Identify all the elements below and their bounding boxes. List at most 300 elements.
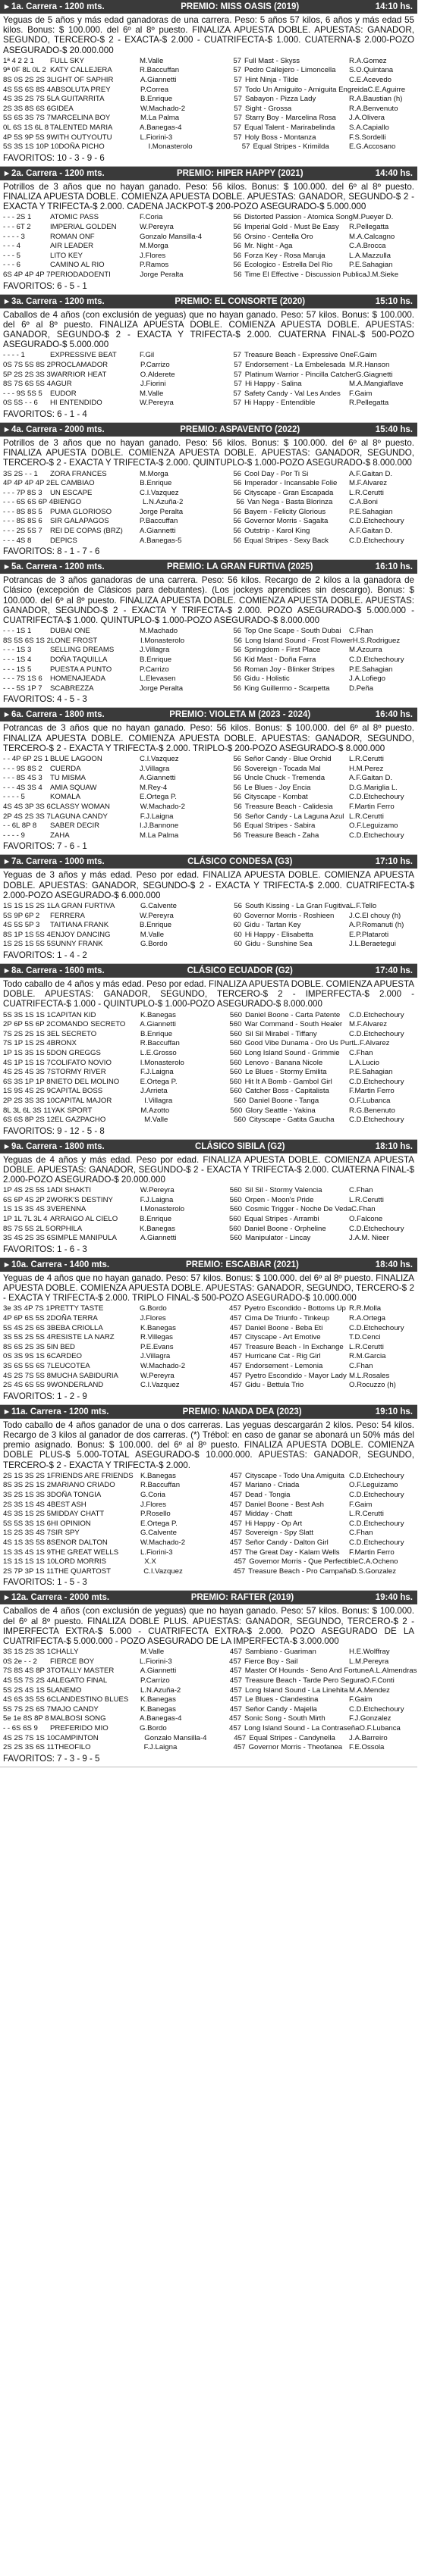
race-section (0, 855, 417, 964)
favorites: FAVORITOS: 10 - 3 - 9 - 6 (3, 153, 105, 163)
trainer: C.D.Etchechoury (349, 831, 404, 840)
trainer: L.A.Lucio (349, 1058, 380, 1067)
jockey: A.Giannetti (140, 1020, 176, 1029)
recent-form: - - - 5S 1P 7 (3, 684, 42, 693)
pedigree: Cityscape - Art Emotive (244, 1333, 321, 1342)
horse-name: ABSOLUTA PREY (50, 85, 111, 94)
race-time: 15:10 hs. (375, 296, 413, 306)
trainer: O.Falcone (349, 1215, 383, 1224)
jockey: M.Rey-4 (140, 783, 168, 792)
race-header (0, 855, 417, 869)
recent-form: - - - 2S 1 (3, 213, 32, 222)
entry-row (3, 1362, 414, 1372)
horse-name: BEST ASH (50, 1500, 86, 1509)
weight: 457 (229, 1510, 242, 1519)
race-conditions: Todo caballo de 4 años y más edad. Peso por edad. FINALIZA APUESTA DOBLE. COMIENZA APUESTA DOBLE. APUESTAS: GANADOR, SEGUNDO, TERCERO-$ 2 - IMPERFECTA-$ 2.000 - CUATRIFECTA-$ 1.000 - QUINTUPLO-$ 1.000-POZO ASEGURADO-$ 8.000.000 (3, 978, 414, 1009)
trainer: L.R.Cerutti (349, 1342, 384, 1351)
trainer: S.A.Capiallo (349, 123, 389, 132)
trainer: F.Martin Ferro (349, 1548, 395, 1557)
recent-form: 3S 5S 2S 5S 4 (3, 1333, 51, 1342)
jockey: K.Banegas (140, 1695, 176, 1704)
horse-name: AMIA SQUAW (50, 783, 97, 792)
jockey: W.Pereyra (140, 1371, 175, 1380)
jockey: F.Gil (140, 351, 155, 360)
trainer: C.A.Ocheno (358, 1557, 398, 1567)
pedigree: Glory Seattle - Yakina (245, 1106, 316, 1115)
entry-row (3, 76, 414, 86)
horse-name: ORPHILA (50, 1224, 83, 1233)
recent-form: 3S 1S 2S 3S 1 (3, 1648, 51, 1657)
pedigree: Señor Candy - La Laguna Azul (244, 812, 344, 821)
horse-name: CLASSY WOMAN (50, 803, 110, 811)
horse-name: FRIENDS ARE FRIENDS (50, 1471, 134, 1480)
race-conditions: Potrillos de 3 años que no hayan ganado. Peso: 56 kilos. Bonus: $ 100.000. del 6º al 8º puesto. FINALIZA APUESTA DOBLE. COMIENZA APUESTA DOBLE. APUESTAS: GANADOR, SEGUNDO, TERCERO-$ 2 - EXACTA Y TRIFECTA-$ 2.000. QUINTUPLO-$ 1.000-POZO ASEGURADO-$ 8.000.000 (3, 437, 414, 468)
pedigree: The Great Day - Kalam Wells (244, 1548, 340, 1557)
jockey: F.J.Laigna (143, 1743, 178, 1752)
entry-row (3, 793, 414, 803)
weight: 560 (229, 1186, 242, 1195)
pedigree: Sight - Grossa (244, 104, 292, 113)
trainer: L.F.Tello (350, 901, 377, 910)
race-time: 19:10 hs. (375, 1407, 413, 1416)
horse-name: SIR GALAPAGOS (50, 517, 109, 526)
weight: 560 (229, 1029, 242, 1038)
jockey: E.Ortega P. (140, 1519, 178, 1528)
jockey: F.J.Laigna (140, 1068, 174, 1077)
recent-form: 4S 3S 2S 7S 5 (3, 95, 51, 104)
race-section (0, 1140, 417, 1258)
weight: 457 (229, 1314, 242, 1323)
weight: 56 (233, 783, 241, 792)
pedigree: Treasure Beach - Pro Campaña (248, 1567, 351, 1576)
pedigree: Good Vibe Dunama - Oro Us Purt (244, 1039, 354, 1048)
horse-name: LAGUNA CANDY (50, 812, 108, 821)
race-header (0, 295, 417, 308)
favorites: FAVORITOS: 8 - 1 - 7 - 6 (3, 547, 100, 557)
weight: 457 (229, 1667, 242, 1676)
weight: 457 (229, 1362, 242, 1371)
trainer: D.G.Mariglia L. (349, 783, 398, 792)
jockey: P.E.Evans (140, 1342, 174, 1351)
recent-form: - - - 1S 1 (3, 627, 32, 636)
recent-form: - - - 1S 4 (3, 656, 32, 665)
jockey: K.Banegas (140, 1224, 175, 1233)
pedigree: Cityscape - Kombat (244, 793, 308, 802)
jockey: M.Valle (140, 930, 165, 939)
recent-form: 0S 2e - - 2 (3, 1657, 37, 1666)
jockey: M.Morga (140, 469, 168, 478)
jockey: Gonzalo Mansilla-4 (144, 1733, 207, 1742)
pedigree: Sil Sil Mirabel - Tiffany (244, 1029, 317, 1038)
recent-form: 0S 7S 5S 8S 2 (3, 360, 51, 369)
pedigree: Gidu - Holistic (244, 675, 290, 684)
horse-name: MALBOSI SONG (50, 1714, 106, 1723)
pedigree: Outstrip - Karol King (244, 527, 310, 536)
trainer: J.A.Barreiro (349, 1733, 388, 1742)
race-header (0, 1591, 417, 1604)
recent-form: 2S 1S 3S 2S 1 (3, 1471, 51, 1480)
horse-name: MIDDAY CHATT (50, 1510, 105, 1519)
horse-name: KOMALA (50, 793, 80, 802)
weight: 56 (233, 479, 242, 488)
trainer: M.Azcurra (349, 646, 382, 655)
pedigree: Pedro Callejero - Limoncella (244, 66, 336, 75)
entry-row (3, 1215, 414, 1225)
trainer: R.Pellegatta (349, 399, 389, 408)
recent-form: 1S 3S 4S 1S 9 (3, 1548, 51, 1557)
weight: 57 (233, 389, 241, 398)
jockey: M.Morga (140, 242, 168, 251)
recent-form: 8S 1P 1S 5S 4 (3, 930, 51, 939)
entry-row (3, 133, 414, 143)
horse-name: TALENTED MARIA (50, 123, 113, 132)
weight: 60 (233, 911, 241, 920)
jockey: M.La Palma (140, 114, 180, 123)
entry-row (3, 1333, 414, 1343)
pedigree: Mr. Night - Aga (244, 242, 293, 251)
race-header (0, 708, 417, 721)
recent-form: 5S 3S 1S 1S 1 (3, 1010, 51, 1019)
jockey: M.Valle (140, 1648, 165, 1657)
weight: 457 (229, 1381, 242, 1390)
trainer: F.Gaim (354, 351, 377, 360)
recent-form: - - - - 5 (3, 793, 25, 802)
jockey: M.Valle (140, 56, 164, 65)
jockey: G.Calvente (140, 901, 177, 910)
pedigree: Bayern - Felicity Glorious (244, 507, 326, 516)
recent-form: 7S 8S 4S 8P 3 (3, 1667, 51, 1676)
entry-row (3, 1205, 414, 1215)
pedigree: Catcher Boss - Capitalista (244, 1087, 329, 1096)
pedigree: Le Blues - Stormy Emilita (244, 1068, 327, 1077)
weight: 57 (234, 360, 242, 369)
pedigree: Cool Day - Por Ti Si (244, 469, 309, 478)
trainer: C.A.Brocca (349, 242, 386, 251)
entry-row (3, 1705, 414, 1715)
weight: 56 (233, 251, 241, 260)
weight: 457 (229, 1500, 242, 1509)
horse-name: DUBAI ONE (50, 627, 90, 636)
weight: 56 (233, 793, 241, 802)
pedigree: Hi Happy - Elisabetta (244, 930, 313, 939)
jockey: I.Monasterolo (148, 142, 193, 152)
entry-row (3, 1567, 414, 1577)
trainer: C.Fhan (349, 1048, 373, 1057)
horse-name: LA GUITARRITA (50, 95, 105, 104)
pedigree: Uncle Chuck - Tremenda (244, 774, 326, 783)
weight: 56 (233, 627, 241, 636)
horse-name: BRONX (50, 1039, 77, 1048)
race-section (0, 423, 417, 560)
pedigree: Treasure Beach - Tarde Pero Segura (244, 1676, 364, 1685)
trainer: C.Fhan (349, 1186, 373, 1195)
recent-form: 4S 6S 3S 5S 6 (3, 1695, 51, 1704)
recent-form: 0S 3S 9S 1S 6 (3, 1352, 51, 1361)
jockey: G.Bordo (140, 1304, 167, 1313)
weight: 56 (233, 270, 242, 279)
recent-form: 2S 2S 3S 6S 11 (3, 1743, 55, 1752)
recent-form: 8S 5S 6S 1S 2 (3, 636, 51, 645)
horse-name: DOÑA TERRA (50, 1314, 98, 1323)
horse-name: CAPITAL BOSS (50, 1087, 103, 1096)
pedigree: Platinum Warrior - Pincilla Catcher (244, 370, 357, 379)
weight: 57 (233, 123, 241, 132)
jockey: B.Enrique (140, 1029, 173, 1038)
weight: 457 (229, 1519, 242, 1528)
jockey: M.La Palma (140, 831, 179, 840)
weight: 457 (229, 1676, 242, 1685)
weight: 57 (241, 142, 250, 152)
entry-row (3, 765, 414, 775)
trainer: M.F.Alvarez (349, 479, 388, 488)
entry-row (3, 57, 414, 67)
weight: 56 (234, 901, 242, 910)
pedigree: Kid Mast - Doña Farra (244, 656, 316, 665)
entry-row (3, 351, 414, 361)
jockey: I.J.Bannone (140, 822, 179, 831)
pedigree: Hi Happy - Entendible (244, 399, 316, 408)
weight: 457 (229, 1471, 242, 1480)
trainer: F.Martin Ferro (349, 1087, 395, 1096)
entry-row (3, 213, 414, 223)
trainer: O.F.Lubanca (359, 1723, 401, 1732)
weight: 56 (233, 261, 241, 270)
horse-name: SIR SPY (50, 1529, 80, 1538)
trainer: D.S.Gonzalez (351, 1567, 397, 1576)
weight: 560 (234, 1096, 247, 1105)
race-time: 17:40 hs. (375, 966, 413, 975)
entry-row (3, 114, 414, 124)
horse-name: CHALLY (50, 1648, 79, 1657)
recent-form: - - - 8S 8S 5 (3, 507, 42, 516)
weight: 57 (234, 370, 242, 379)
recent-form: 1S 1S 3S 4S 3 (3, 1205, 51, 1214)
horse-name: FULL SKY (50, 56, 84, 65)
favorites: FAVORITOS: 1 - 6 - 3 (3, 1244, 87, 1254)
entry-row (3, 646, 414, 656)
trainer: F.E.Ossola (349, 1743, 385, 1752)
pedigree: Governor Morris - Sagalta (244, 517, 329, 526)
horse-name: REI DE COPAS (BRZ) (50, 527, 123, 536)
jockey: C.I.Vazquez (140, 488, 179, 497)
weight: 457 (229, 1548, 242, 1557)
entry-row (3, 1324, 414, 1334)
jockey: I.Monasterolo (140, 1058, 184, 1067)
jockey: G.Bordo (140, 1723, 167, 1732)
trainer: R.A.Benvenuto (349, 104, 398, 113)
trainer: H.E.Wolffray (349, 1648, 390, 1657)
jockey: X.X (144, 1557, 156, 1567)
horse-name: AIR LEADER (50, 242, 94, 251)
race-header (0, 1405, 417, 1419)
pedigree: Dead - Tongia (244, 1491, 291, 1500)
horse-name: ROMAN ONF (50, 232, 95, 241)
favorites: FAVORITOS: 6 - 1 - 4 (3, 409, 87, 419)
race-time: 15:40 hs. (375, 424, 413, 434)
race-prize: PREMIO: NANDA DEA (2023) (182, 1407, 302, 1416)
entry-row (3, 223, 414, 233)
recent-form: 5e 1e 8S 8P 8 (3, 1714, 49, 1723)
entry-row (3, 902, 414, 912)
entry-row (3, 831, 414, 841)
recent-form: 1ª 4 2 2 1 (3, 56, 34, 65)
weight: 560 (234, 1116, 247, 1125)
recent-form: 5S 2S 4S 1S 5 (3, 1686, 51, 1695)
weight: 56 (233, 774, 241, 783)
entry-row (3, 1304, 414, 1314)
pedigree: Señor Candy - Blue Orchid (244, 755, 332, 764)
jockey: M.Azotto (140, 1106, 170, 1115)
jockey: C.I.Vazquez (140, 755, 179, 764)
race-header (0, 167, 417, 180)
trainer: F.S.Sordelli (349, 133, 386, 142)
trainer: A.F.Gaitan D. (349, 774, 393, 783)
horse-name: TAITIANA FRANK (50, 921, 109, 930)
recent-form: 5S 7S 2S 6S 7 (3, 1704, 51, 1714)
trainer: C.D.Etchechoury (349, 1224, 404, 1233)
trainer: R.M.Garcia (349, 1352, 386, 1361)
entry-row (3, 66, 414, 76)
jockey: K.Banegas (140, 1323, 176, 1332)
entry-row (3, 1068, 414, 1078)
recent-form: 4P 6P 6S 5S 2 (3, 1314, 51, 1323)
weight: 60 (233, 921, 241, 930)
pedigree: Long Island Sound - La Contraseña (244, 1723, 360, 1732)
weight: 56 (233, 469, 241, 478)
pedigree: Full Mast - Skyss (244, 56, 300, 65)
weight: 56 (233, 507, 241, 516)
trainer: E.G.Accosano (349, 142, 396, 152)
jockey: J.Arrieta (140, 1087, 168, 1096)
horse-name: LIGHT OF SAPHIR (50, 76, 114, 84)
trainer: O.F.Leguizamo (349, 822, 398, 831)
horse-name: PUESTA A PUNTO (50, 665, 112, 674)
weight: 56 (233, 536, 241, 545)
race-prize: PREMIO: HIPER HAPPY (2021) (176, 168, 303, 178)
pedigree: Gidu - Sunshine Sea (244, 940, 313, 949)
recent-form: 1S 2S 3S 4S 7 (3, 1529, 51, 1538)
pedigree: Springdom - First Place (244, 646, 321, 655)
weight: 560 (229, 1010, 242, 1019)
race-prize: CLÁSICO ECUADOR (G2) (187, 966, 293, 975)
pedigree: Hit It A Bomb - Gambol Girl (244, 1077, 332, 1086)
trainer: T.D.Cenci (349, 1333, 381, 1342)
jockey: M.Valle (140, 389, 164, 398)
pedigree: Midday - Chatt (244, 1510, 293, 1519)
recent-form: - - - 6 (3, 261, 20, 270)
race-conditions: Caballos de 4 años (con exclusión de yeguas) que no hayan ganado. Peso: 57 kilos. Bonus: $ 100.000. del 6º al 8º puesto. FINALIZA DOBLE PLUS. APUESTAS: GANADOR, SEGUNDO, TERCERO-$ 2 - IMPERFECTA EXTRA-$ 5.000 - CUATRIFECTA EXTRA-$ 2.000. POZO ASEGURADO DE LA CUATRIFECTA-$ 5.000.000 - POZO ASEGURADO DE LA IMPERFECTA-$ 3.000.000 (3, 1606, 414, 1646)
entries-list (0, 351, 417, 408)
entry-row (3, 1011, 414, 1021)
trainer: H.M.Perez (349, 764, 384, 773)
jockey: A.Giannetti (140, 527, 176, 536)
trainer: C.A.Boni (349, 498, 378, 507)
weight: 57 (234, 95, 242, 104)
weight: 457 (229, 1352, 242, 1361)
recent-form: 3S 6S 5S 6S 7 (3, 1362, 51, 1371)
trainer: O.F.Conti (363, 1676, 395, 1685)
entry-row (3, 931, 414, 941)
trainer: L.F.Alvarez (354, 1039, 390, 1048)
pedigree: Safety Candy - Val Les Andes (244, 389, 341, 398)
recent-form: 2S 3S 1S 4S 4 (3, 1500, 51, 1509)
recent-form: 1P 1L 7L 3L 4 (3, 1215, 48, 1224)
entry-row (3, 656, 414, 665)
entry-row (3, 1686, 414, 1696)
jockey: R.Villegas (140, 1333, 173, 1342)
entry-row (3, 371, 414, 380)
race-conditions: Yeguas de 4 años que no hayan ganado. Peso: 57 kilos. Bonus: $ 100.000. del 6º al 8º puesto. FINALIZA APUESTA DOBLE. COMIENZA APUESTA DOBLE. APUESTAS: GANADOR, SEGUNDO, TERCERO-$ 2 - EXACTA Y TRIFECTA-$ 2.000. TRIPLO FINAL-$ 500-POZO ASEGURADO-$ 10.000.000 (3, 1272, 414, 1304)
recent-form: 8S 3S 2S 1S 2 (3, 1481, 51, 1490)
weight: 56 (233, 755, 241, 764)
recent-form: 5S 3S 1S 10P 10 (3, 142, 59, 152)
horse-name: CARDEO (50, 1352, 82, 1361)
horse-name: FIERCE BOY (50, 1657, 95, 1666)
horse-name: SUNNY FRANK (50, 940, 103, 949)
trainer: A.F.Gaitan D. (349, 527, 393, 536)
recent-form: 0L 6S 1S 6L 8 (3, 123, 49, 132)
pedigree: Manipulator - Lincay (244, 1234, 311, 1243)
trainer: C.D.Etchechoury (349, 1519, 404, 1528)
trainer: F.Gaim (349, 389, 373, 398)
trainer: R.A.Gomez (349, 56, 387, 65)
weight: 560 (229, 1058, 242, 1067)
entry-row (3, 142, 414, 152)
horse-name: ALEGATO FINAL (50, 1676, 108, 1685)
horse-name: DON GREGGS (50, 1048, 101, 1057)
entry-row (3, 1538, 414, 1548)
weight: 457 (229, 1342, 242, 1351)
horse-name: FERRERA (50, 911, 85, 920)
trainer: L.M.Pereyra (349, 1657, 389, 1666)
race-time: 19:40 hs. (375, 1593, 413, 1603)
entries-list (0, 1186, 417, 1244)
entry-row (3, 1225, 414, 1235)
trainer: P.E.Sahagian (349, 507, 393, 516)
race-conditions: Yeguas de 4 años y más edad. Peso por edad. FINALIZA APUESTA DOBLE. COMIENZA APUESTA DOBLE. APUESTAS: GANADOR, SEGUNDO-$ 2 - EXACTA Y TRIFECTA-$ 2.000. CUATERNA FINAL-$ 2.000-POZO ASEGURADO-$ 20.000.000 (3, 1154, 414, 1185)
entry-row (3, 1491, 414, 1501)
entry-row (3, 1529, 414, 1538)
horse-name: DOÑA TAQUILLA (50, 656, 108, 665)
horse-name: CAPITAN KID (50, 1010, 96, 1019)
favorites: FAVORITOS: 6 - 5 - 1 (3, 281, 87, 291)
race-section (0, 1591, 417, 1767)
race-prize: PREMIO: LA GRAN FURTIVA (2025) (166, 562, 313, 572)
pedigree: Governor Morris - Que Perfectible (249, 1557, 359, 1567)
trainer: M.A.Mendez (349, 1686, 390, 1695)
race-conditions: Caballos de 4 años (con exclusión de yeguas) que no hayan ganado. Peso: 57 kilos. Bonus: $ 100.000. del 6º al 8º puesto. FINALIZA APUESTA DOBLE. COMIENZA APUESTA DOBLE. APUESTAS: GANADOR, SEGUNDO-$ 2 - EXACTA Y TRIFECTA-$ 2.000. CUATERNA FINAL-$ 500-POZO ASEGURADO-$ 5.000.000 (3, 309, 414, 350)
trainer: L.R.Cerutti (349, 488, 384, 497)
recent-form: 4S 1P 1S 1S 7 (3, 1058, 51, 1067)
recent-form: - - - 1S 3 (3, 646, 32, 655)
pedigree: Governor Morris - Roshieen (244, 911, 335, 920)
jockey: W.Machado-2 (140, 803, 185, 811)
pedigree: Forza Key - Rosa Maruja (244, 251, 326, 260)
jockey: I.Villagra (144, 1096, 173, 1105)
recent-form: - - - 6T 2 (3, 222, 31, 231)
pedigree: Endorsement - La Embelesada (244, 360, 346, 369)
jockey: Jorge Peralta (140, 507, 184, 516)
entry-row (3, 361, 414, 371)
race-number: ▸ 6a. Carrera - 1800 mts. (5, 710, 105, 720)
trainer: A.L.Almendras (369, 1667, 417, 1676)
jockey: P.Rosello (140, 1510, 171, 1519)
entry-row (3, 95, 414, 105)
horse-name: THEOFILO (54, 1743, 91, 1752)
horse-name: WORK'S DESTINY (50, 1195, 113, 1204)
jockey: J.Flores (140, 251, 166, 260)
entry-row (3, 1059, 414, 1069)
